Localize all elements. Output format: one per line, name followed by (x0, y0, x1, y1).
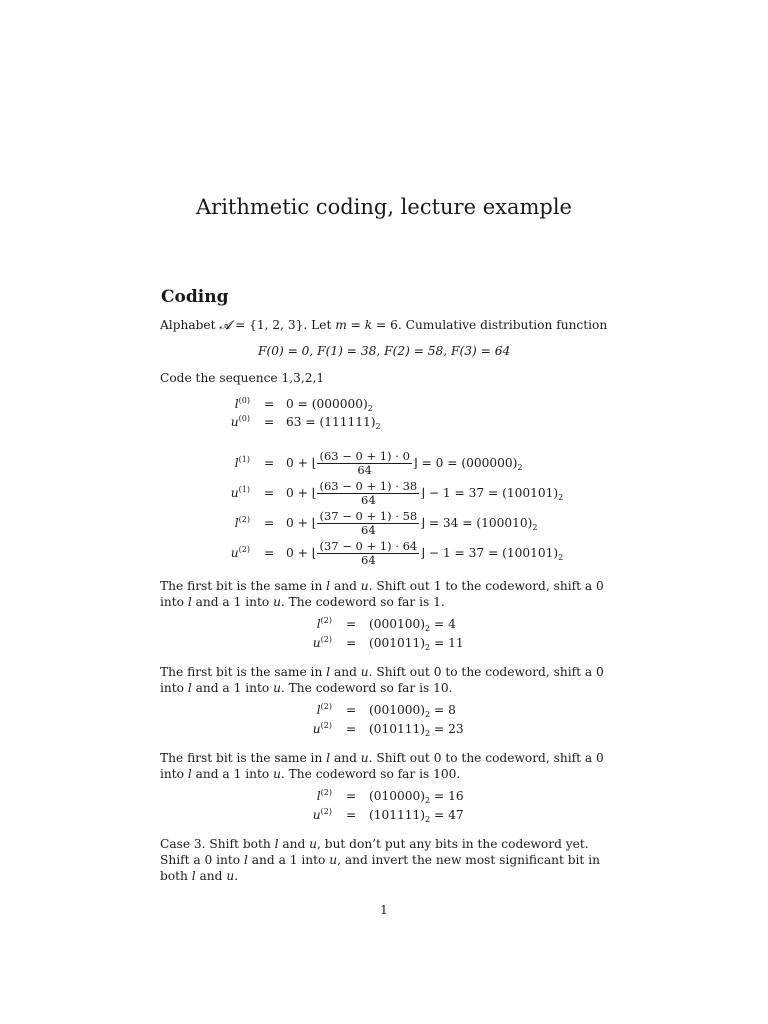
equation-step-1: $l^{(1)}$ = 0 + ⌊ $\frac{(63 - 0 + 1) \cdot 0}{64}$ ⌋ = $0 = (000000)_2$ (234, 449, 523, 477)
section-heading: Coding (161, 287, 229, 307)
page-number: 1 (380, 903, 388, 917)
equation-step-4: $u^{(2)}$ = 0 + ⌊ $\frac{(37 - 0 + 1) \cdot 64}{64}$ ⌋ − $1 = 37 = (100101)_2$ (230, 539, 564, 567)
sequence-paragraph: Code the sequence 1,3,2,1 (160, 371, 325, 385)
shift-paragraph-1: The first bit is the same in l and u. Shift out 1 to the codeword, shift a 0 into l and a 1 into u. The codeword so far is 1. (160, 579, 604, 609)
shift-paragraph-3: The first bit is the same in l and u. Shift out 0 to the codeword, shift a 0 into l and a 1 into u. The codeword so far is 100. (160, 751, 604, 781)
equation-step-2: $u^{(1)}$ = 0 + ⌊ $\frac{(63 - 0 + 1) \cdot 38}{64}$ ⌋ − $1 = 37 = (100101)_2$ (230, 479, 564, 507)
intro-paragraph: Alphabet 𝓐 = {1, 2, 3}. Let m = k = 6. Cumulative distribution function (160, 318, 608, 332)
case3-paragraph: Case 3. Shift both l and u, but don’t put any bits in the codeword yet. Shift a 0 into l and a 1 into u, and invert the new most significant bit in both l and u. (160, 837, 600, 883)
shift-paragraph-2: The first bit is the same in l and u. Shift out 0 to the codeword, shift a 0 into l and a 1 into u. The codeword so far is 10. (160, 665, 604, 695)
equation-step-3: $l^{(2)}$ = 0 + ⌊ $\frac{(37 - 0 + 1) \cdot 58}{64}$ ⌋ = $34 = (100010)_2$ (234, 509, 538, 537)
document-title: Arithmetic coding, lecture example (195, 195, 572, 219)
cdf-equation: F(0) = 0, F(1) = 38, F(2) = 58, F(3) = 64 (258, 344, 511, 358)
